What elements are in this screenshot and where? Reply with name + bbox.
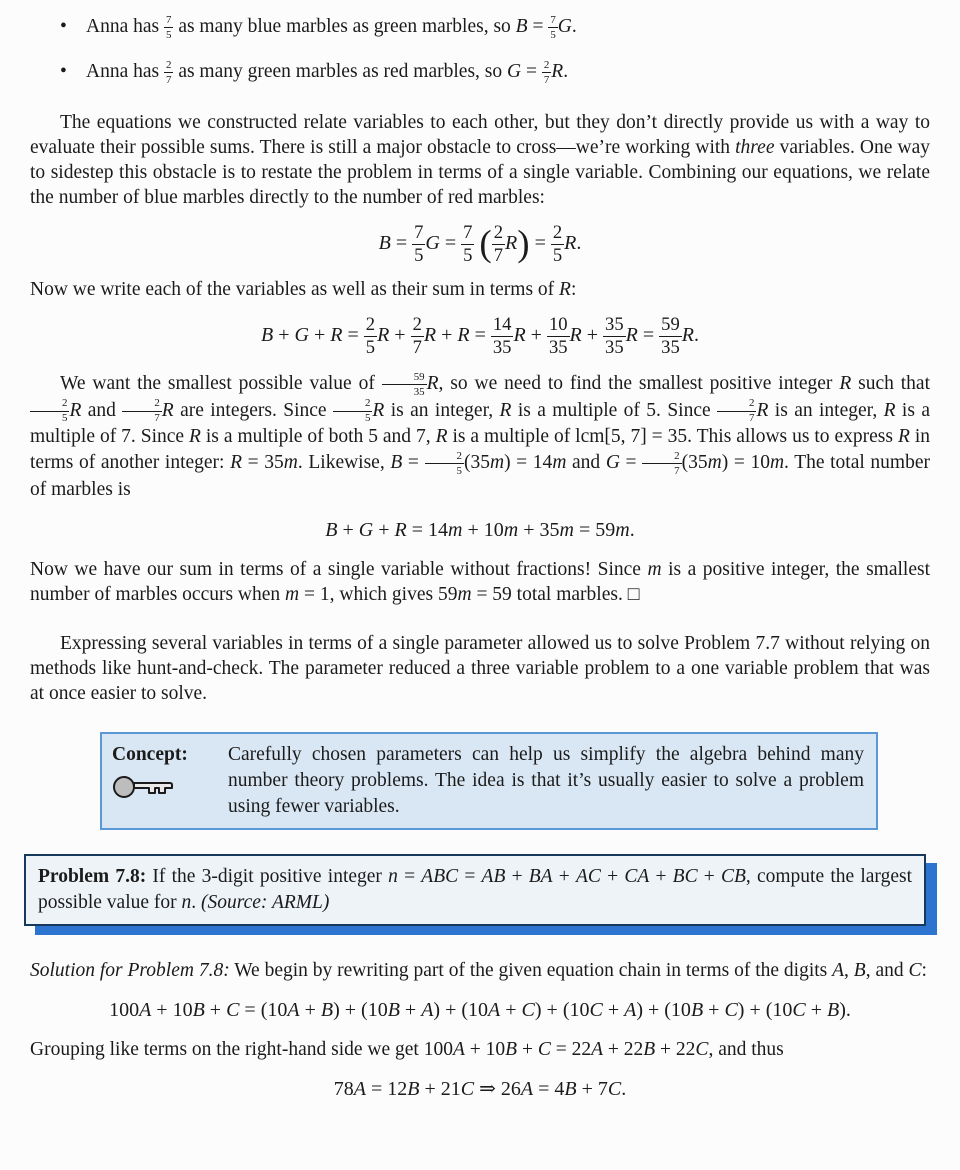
text-run: B xyxy=(515,16,528,37)
text-run: m xyxy=(457,583,472,605)
text-run: R xyxy=(559,279,571,301)
text-run: C xyxy=(537,1038,551,1060)
fraction: $\frac{2}{7}$ xyxy=(122,398,161,424)
text-run: R xyxy=(69,399,82,421)
text-run: R xyxy=(499,399,512,421)
text-run: m xyxy=(503,518,519,541)
text-run: C xyxy=(589,998,603,1021)
text-run: R xyxy=(551,61,564,83)
text-run: A xyxy=(452,1038,465,1060)
text-run: G xyxy=(294,324,309,347)
text-run: B xyxy=(192,998,205,1021)
big-paren: ) xyxy=(517,223,530,265)
text-run: . xyxy=(621,1077,627,1100)
text-run: . xyxy=(563,61,569,83)
text-run: + 10 xyxy=(464,1038,506,1060)
text-run: C xyxy=(724,998,738,1021)
text-run: = 14 xyxy=(406,518,449,541)
text-run: R xyxy=(377,324,390,347)
text-run: A xyxy=(591,1038,603,1060)
text-run: + 7 xyxy=(576,1077,608,1100)
text-run: R xyxy=(372,399,385,421)
text-run: R xyxy=(883,399,896,421)
paragraph-parameter-summary xyxy=(30,631,930,706)
text-run: , compute the largest possible value for xyxy=(38,865,912,913)
text-run: G xyxy=(605,452,620,474)
text-run: R xyxy=(189,426,201,448)
problem-box xyxy=(24,854,926,926)
fraction: $\frac{59}{35}$ xyxy=(661,314,680,358)
fraction: $\frac{35}{35}$ xyxy=(605,314,624,358)
text-run: Anna has xyxy=(86,16,164,37)
text-run: 78 xyxy=(333,1077,354,1100)
text-run: A xyxy=(488,998,501,1021)
fraction: $\frac{7}{5}$ xyxy=(165,13,172,41)
text-run: + xyxy=(389,324,411,347)
text-run: is a multiple of 7. Since xyxy=(30,399,930,448)
fraction: $\frac{2}{5}$ xyxy=(365,314,376,358)
text-run: = xyxy=(619,452,643,474)
text-run: B xyxy=(853,959,866,981)
text-run: + xyxy=(697,865,721,887)
bullet-list xyxy=(30,14,930,86)
text-run: m xyxy=(615,518,630,541)
text-run: C xyxy=(695,1038,709,1060)
text-run: in terms of another integer: xyxy=(30,426,930,474)
fraction: $\frac{2}{7}$ xyxy=(543,59,550,86)
equation-final-simplified xyxy=(30,1078,930,1100)
text-run: + xyxy=(337,518,359,541)
text-run: R xyxy=(897,426,910,448)
concept-text xyxy=(228,742,864,820)
text-run: Now we write each of the variables as well as their sum in terms of xyxy=(30,279,560,301)
text-run: m xyxy=(647,558,662,580)
text-run: = xyxy=(637,324,660,347)
text-run: + xyxy=(703,998,725,1021)
text-run: A xyxy=(139,998,152,1021)
text-run: . xyxy=(571,16,577,37)
equation-b-in-terms-of-r xyxy=(30,221,930,266)
text-run: ). xyxy=(839,998,851,1021)
bullet-text xyxy=(86,59,568,85)
text-run: m xyxy=(489,452,505,474)
fraction: $\frac{14}{35}$ xyxy=(492,314,512,358)
big-paren: ( xyxy=(479,223,492,265)
text-run: Anna has xyxy=(86,61,164,83)
bullet-marker: • xyxy=(60,16,67,37)
text-run: R xyxy=(230,452,243,474)
text-run: = xyxy=(469,324,491,347)
text-run: m xyxy=(707,452,722,474)
text-run: is a multiple of both 5 and 7, xyxy=(200,426,436,448)
text-run: as many blue marbles as green marbles, so xyxy=(173,16,516,37)
text-run: , and xyxy=(865,959,909,981)
text-run: = xyxy=(402,452,425,474)
text-run: C xyxy=(460,1077,475,1100)
text-run: is a multiple of 5. Since xyxy=(511,399,718,421)
text-run: Now we have our sum in terms of a single variable without fractions! Since xyxy=(30,558,648,580)
text-run: Problem 7.8: xyxy=(38,865,147,887)
text-run: We want the smallest possible value of xyxy=(60,373,382,395)
text-run: ) + (10 xyxy=(433,998,489,1021)
text-run: = xyxy=(529,232,551,255)
text-run: + xyxy=(500,998,522,1021)
text-run: BC xyxy=(672,865,698,887)
text-run: + xyxy=(581,324,604,347)
text-run: R xyxy=(457,324,470,347)
text-run: B xyxy=(407,1077,420,1100)
solution-paragraph xyxy=(30,958,930,983)
text-run: = 35 xyxy=(242,452,284,474)
text-run: ) = 14 xyxy=(504,452,553,474)
text-run: . xyxy=(191,891,202,913)
text-run: C xyxy=(908,959,922,981)
text-run: . Likewise, xyxy=(297,452,391,474)
text-run: . xyxy=(576,232,582,255)
text-run: Solution for Problem 7.8: xyxy=(30,959,230,981)
text-run: A xyxy=(624,998,637,1021)
text-run: is an integer, xyxy=(768,399,884,421)
text-run: Carefully chosen parameters can help us simplify the algebra behind many number theory problems. The idea is that it’s usually easier to solve a problem using fewer variables. xyxy=(228,743,864,817)
text-run: A xyxy=(421,998,434,1021)
text-run: m xyxy=(552,452,567,474)
text-run: R xyxy=(330,324,343,347)
text-run: ) + (10 xyxy=(534,998,590,1021)
paragraph-smallest-value xyxy=(30,371,930,502)
text-run: G xyxy=(507,61,522,83)
equation-sum-fractions xyxy=(30,316,930,357)
text-run: + xyxy=(204,998,227,1021)
text-run: , xyxy=(844,959,854,981)
text-run: Grouping like terms on the right-hand side we get 100 xyxy=(30,1038,453,1060)
text-run: m xyxy=(283,452,298,474)
text-run: R xyxy=(839,373,852,395)
text-run: + xyxy=(649,865,673,887)
text-run: + xyxy=(273,324,295,347)
text-run: and xyxy=(566,452,606,474)
paragraph-conclusion-59 xyxy=(30,557,930,607)
text-run: = xyxy=(390,232,413,255)
text-run: m xyxy=(559,518,574,541)
text-run: R xyxy=(394,518,407,541)
text-run: AC xyxy=(576,865,601,887)
text-run: . The total number of marbles is xyxy=(30,452,930,500)
text-run: , and thus xyxy=(708,1038,784,1060)
text-run: B xyxy=(378,232,391,255)
fraction: $\frac{7}{5}$ xyxy=(550,13,556,41)
text-run: = xyxy=(527,16,549,37)
text-run: : xyxy=(921,959,927,981)
text-run: = xyxy=(342,324,364,347)
equation-total-marbles xyxy=(30,519,930,541)
text-run: A xyxy=(520,1077,534,1100)
text-run: BA xyxy=(528,865,553,887)
text-run: + xyxy=(552,865,576,887)
text-run: + xyxy=(505,865,529,887)
text-run: CB xyxy=(720,865,746,887)
text-run: A xyxy=(353,1077,366,1100)
text-run: A xyxy=(832,959,845,981)
text-run: ) = 10 xyxy=(721,452,770,474)
text-run: + xyxy=(525,324,547,347)
equation-digit-expansion xyxy=(30,999,930,1021)
text-run: (35 xyxy=(463,452,490,474)
text-run: R xyxy=(756,399,769,421)
text-run: + xyxy=(436,324,458,347)
text-run: AB xyxy=(481,865,506,887)
text-run: is a positive integer, the smallest number of marbles occurs when xyxy=(30,558,930,605)
text-run: The equations we constructed relate variables to each other, but they don’t directly provide us with a way to evaluate their possible sums. There is still a major obstacle to cross—we’re working with xyxy=(30,111,930,158)
text-run: = 59 xyxy=(573,518,616,541)
text-run: are integers. Since xyxy=(173,399,333,421)
text-run: ⇒ 26 xyxy=(474,1077,521,1100)
text-run: R xyxy=(681,324,694,347)
text-run: R xyxy=(564,232,577,255)
text-run: + 35 xyxy=(518,518,560,541)
text-run: ABC xyxy=(421,865,459,887)
key-icon xyxy=(112,772,216,807)
concept-box xyxy=(100,732,878,830)
text-run: as many green marbles as red marbles, so xyxy=(173,61,507,83)
text-run: + xyxy=(299,998,321,1021)
text-run: R xyxy=(505,232,518,255)
text-run: n xyxy=(388,865,398,887)
text-run: B xyxy=(320,998,334,1021)
fraction: $\frac{2}{5}$ xyxy=(552,221,563,266)
text-run: R xyxy=(625,324,638,347)
text-run: B xyxy=(325,518,338,541)
text-run: = xyxy=(521,61,542,83)
text-run: G xyxy=(358,518,374,541)
text-run: R xyxy=(161,399,174,421)
text-run: . xyxy=(629,518,635,541)
text-run: m xyxy=(769,452,785,474)
text-run: Expressing several variables in terms of a single parameter allowed us to solve Problem 7.7 without relying on methods like hunt-and-check. The parameter reduced a three variable problem to a one variable problem that was at once easier to solve. xyxy=(30,632,930,704)
fraction: $\frac{10}{35}$ xyxy=(548,314,568,358)
text-run: such that xyxy=(851,373,930,395)
text-run: m xyxy=(448,518,463,541)
text-run: C xyxy=(226,998,240,1021)
text-run: We begin by rewriting part of the given equation chain in terms of the digits xyxy=(229,959,833,981)
text-run: + xyxy=(517,1038,538,1060)
fraction: $\frac{59}{35}$ xyxy=(382,372,427,398)
text-run: is a multiple of lcm[5, 7] = 35. This allows us to express xyxy=(447,426,898,448)
text-run: ) + (10 xyxy=(737,998,793,1021)
text-run: = xyxy=(458,865,482,887)
text-run: = 1, which gives 59 xyxy=(299,583,458,605)
text-run: + 10 xyxy=(151,998,193,1021)
bullet-text xyxy=(86,14,577,40)
concept-label-column xyxy=(112,742,216,820)
text-run: + xyxy=(373,518,395,541)
text-run: R xyxy=(513,324,526,347)
text-run: + xyxy=(399,998,422,1021)
text-run: = 22 xyxy=(550,1038,592,1060)
text-run: (35 xyxy=(681,452,708,474)
text-run: R xyxy=(426,373,439,395)
text-run: A xyxy=(287,998,300,1021)
text-run: C xyxy=(792,998,806,1021)
text-run: : xyxy=(570,279,577,301)
fraction: $\frac{2}{5}$ xyxy=(425,451,464,477)
text-run: + 10 xyxy=(462,518,504,541)
text-run: . xyxy=(693,324,699,347)
paragraph-grouping-terms xyxy=(30,1037,930,1062)
text-run: + xyxy=(600,865,625,887)
text-run: B xyxy=(261,324,274,347)
text-run: B xyxy=(827,998,840,1021)
text-run: R xyxy=(423,324,437,347)
text-run: + 22 xyxy=(655,1038,696,1060)
bullet-marker: • xyxy=(60,61,67,83)
text-run: and xyxy=(81,399,123,421)
paragraph-restate-problem xyxy=(30,110,930,210)
text-run: + 22 xyxy=(603,1038,644,1060)
text-run: ) + (10 xyxy=(636,998,691,1021)
fraction: $\frac{7}{5}$ xyxy=(463,221,473,266)
bullet-item-blue-green xyxy=(60,14,930,40)
bullet-item-green-red xyxy=(60,59,930,85)
fraction: $\frac{2}{7}$ xyxy=(642,451,681,477)
text-run: n xyxy=(181,891,192,913)
text-run: C xyxy=(607,1077,622,1100)
text-run: = (10 xyxy=(239,998,288,1021)
fraction: $\frac{2}{5}$ xyxy=(333,398,372,424)
text-run: = 4 xyxy=(533,1077,565,1100)
text-run: C xyxy=(521,998,535,1021)
text-run: + xyxy=(602,998,625,1021)
problem-text xyxy=(38,864,912,916)
text-run: = xyxy=(397,865,422,887)
text-run: 100 xyxy=(109,998,140,1021)
text-run: + 21 xyxy=(419,1077,461,1100)
text-run: = 12 xyxy=(365,1077,408,1100)
text-run: + xyxy=(308,324,331,347)
text-run: B xyxy=(390,452,403,474)
text-run: (Source: ARML) xyxy=(201,891,330,913)
fraction: $\frac{2}{7}$ xyxy=(493,221,504,266)
text-run: ) + (10 xyxy=(333,998,388,1021)
text-run: B xyxy=(643,1038,656,1060)
text-run: B xyxy=(690,998,704,1021)
paragraph-sum-in-terms-of-r xyxy=(30,277,930,302)
text-run: = 59 total marbles. □ xyxy=(471,583,640,605)
text-run: three xyxy=(735,136,775,158)
text-run: = xyxy=(439,232,462,255)
text-run: , so we need to find the smallest positive integer xyxy=(438,373,840,395)
text-run: R xyxy=(569,324,582,347)
text-run: B xyxy=(505,1038,518,1060)
text-run: + xyxy=(805,998,828,1021)
text-run: is an integer, xyxy=(384,399,500,421)
fraction: $\frac{2}{7}$ xyxy=(165,59,172,86)
concept-label: Concept: xyxy=(112,743,188,765)
text-run: m xyxy=(285,583,300,605)
text-run: variables. One way to sidestep this obstacle is to restate the problem in terms of a single variable. Combining our equations, we relate the number of blue marbles directly to the number of red marbles: xyxy=(30,136,930,208)
text-run: G xyxy=(557,16,572,37)
fraction: $\frac{7}{5}$ xyxy=(414,221,424,266)
fraction: $\frac{2}{7}$ xyxy=(412,314,422,358)
text-run: B xyxy=(387,998,400,1021)
text-run: B xyxy=(564,1077,577,1100)
fraction: $\frac{2}{5}$ xyxy=(30,398,69,424)
fraction: $\frac{2}{7}$ xyxy=(717,398,756,424)
text-run: G xyxy=(425,232,440,255)
text-run: If the 3-digit positive integer xyxy=(146,865,389,887)
text-run: R xyxy=(435,426,448,448)
text-run: CA xyxy=(624,865,650,887)
